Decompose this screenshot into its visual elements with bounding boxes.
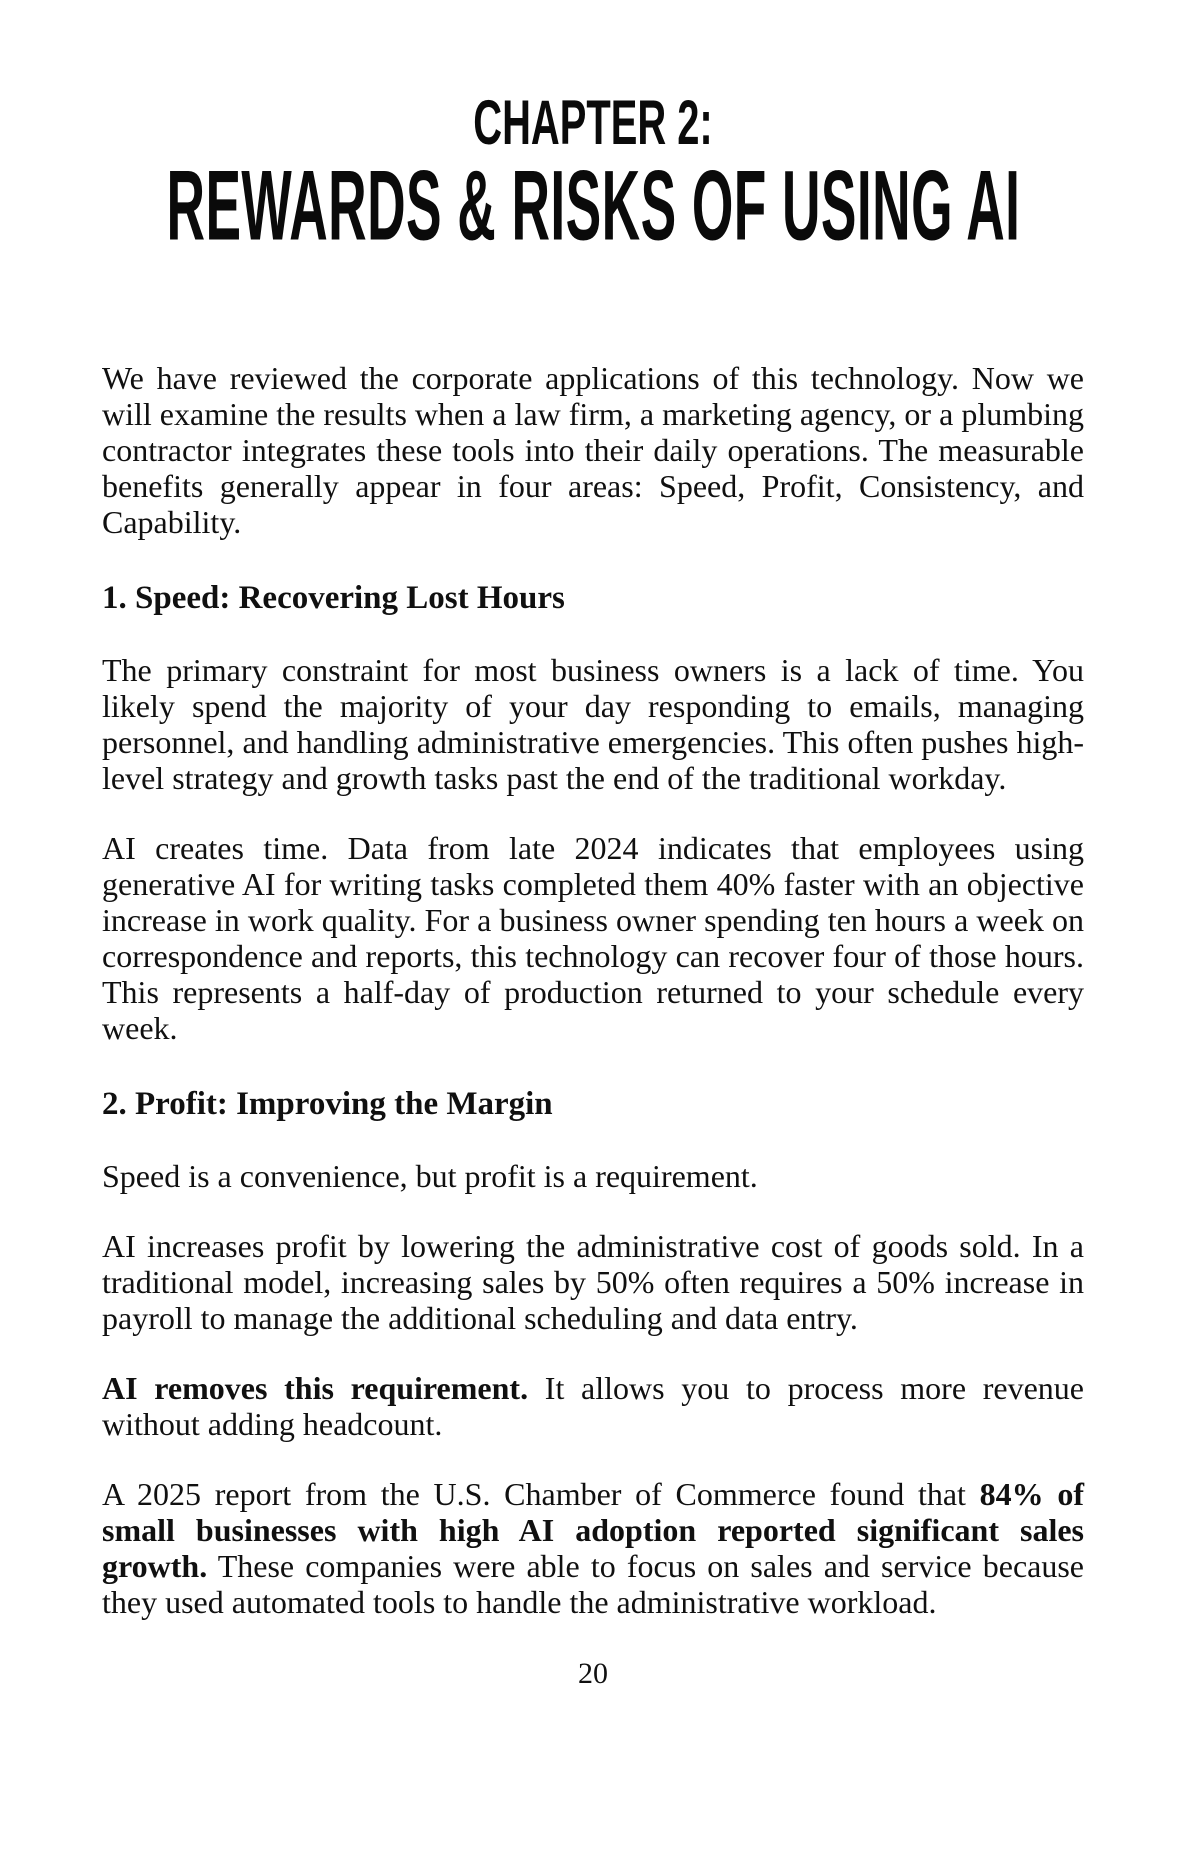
profit-paragraph-4-bold: 84% of small businesses with high AI adoption reported significant sales growth. — [102, 1476, 1085, 1584]
section-heading-profit: 2. Profit: Improving the Margin — [102, 1086, 553, 1122]
body-copy — [102, 360, 1084, 1620]
profit-paragraph-3-rest: It allows you to process more revenue without adding headcount. — [102, 1370, 1085, 1442]
intro-paragraph: We have reviewed the corporate applications of this technology. Now we will examine the results when a law firm, a marketing agency, or a plumbing contractor integrates these tools into their daily operations. The measurable benefits generally appear in four areas: Speed, Profit, Consistency, and Capability. — [102, 360, 1084, 540]
chapter-label-row — [102, 87, 1084, 158]
speed-paragraph-1: The primary constraint for most business owners is a lack of time. You likely spend the majority of your day responding to emails, managing personnel, and handling administrative emergencies. This often pushes high-level strategy and growth tasks past the end of the traditional workday. — [102, 652, 1084, 796]
chapter-label: CHAPTER 2: — [473, 87, 713, 158]
page-number: 20 — [578, 1657, 608, 1690]
speed-paragraph-2: AI creates time. Data from late 2024 indicates that employees using generative AI for writing tasks completed them 40% faster with an objective increase in work quality. For a business owner spending ten hours a week on correspondence and reports, this technology can recover four of those hours. This represents a half-day of production returned to your schedule every week. — [102, 830, 1084, 1046]
section-heading-speed: 1. Speed: Recovering Lost Hours — [102, 580, 565, 616]
profit-paragraph-4 — [102, 1476, 1084, 1620]
profit-paragraph-1: Speed is a convenience, but profit is a requirement. — [102, 1158, 758, 1194]
profit-paragraph-2: AI increases profit by lowering the administrative cost of goods sold. In a traditional model, increasing sales by 50% often requires a 50% increase in payroll to manage the additional scheduling and data entry. — [102, 1228, 1084, 1336]
profit-paragraph-4-post: These companies were able to focus on sales and service because they used automated tools to handle the administrative workload. — [102, 1548, 1084, 1620]
chapter-title-row — [102, 150, 1084, 262]
chapter-title: REWARDS & RISKS OF USING AI — [166, 150, 1020, 262]
profit-paragraph-3-bold: AI removes this requirement. — [102, 1370, 529, 1406]
profit-paragraph-4-pre: A 2025 report from the U.S. Chamber of Commerce found that — [102, 1476, 980, 1512]
profit-paragraph-3 — [102, 1370, 1084, 1442]
